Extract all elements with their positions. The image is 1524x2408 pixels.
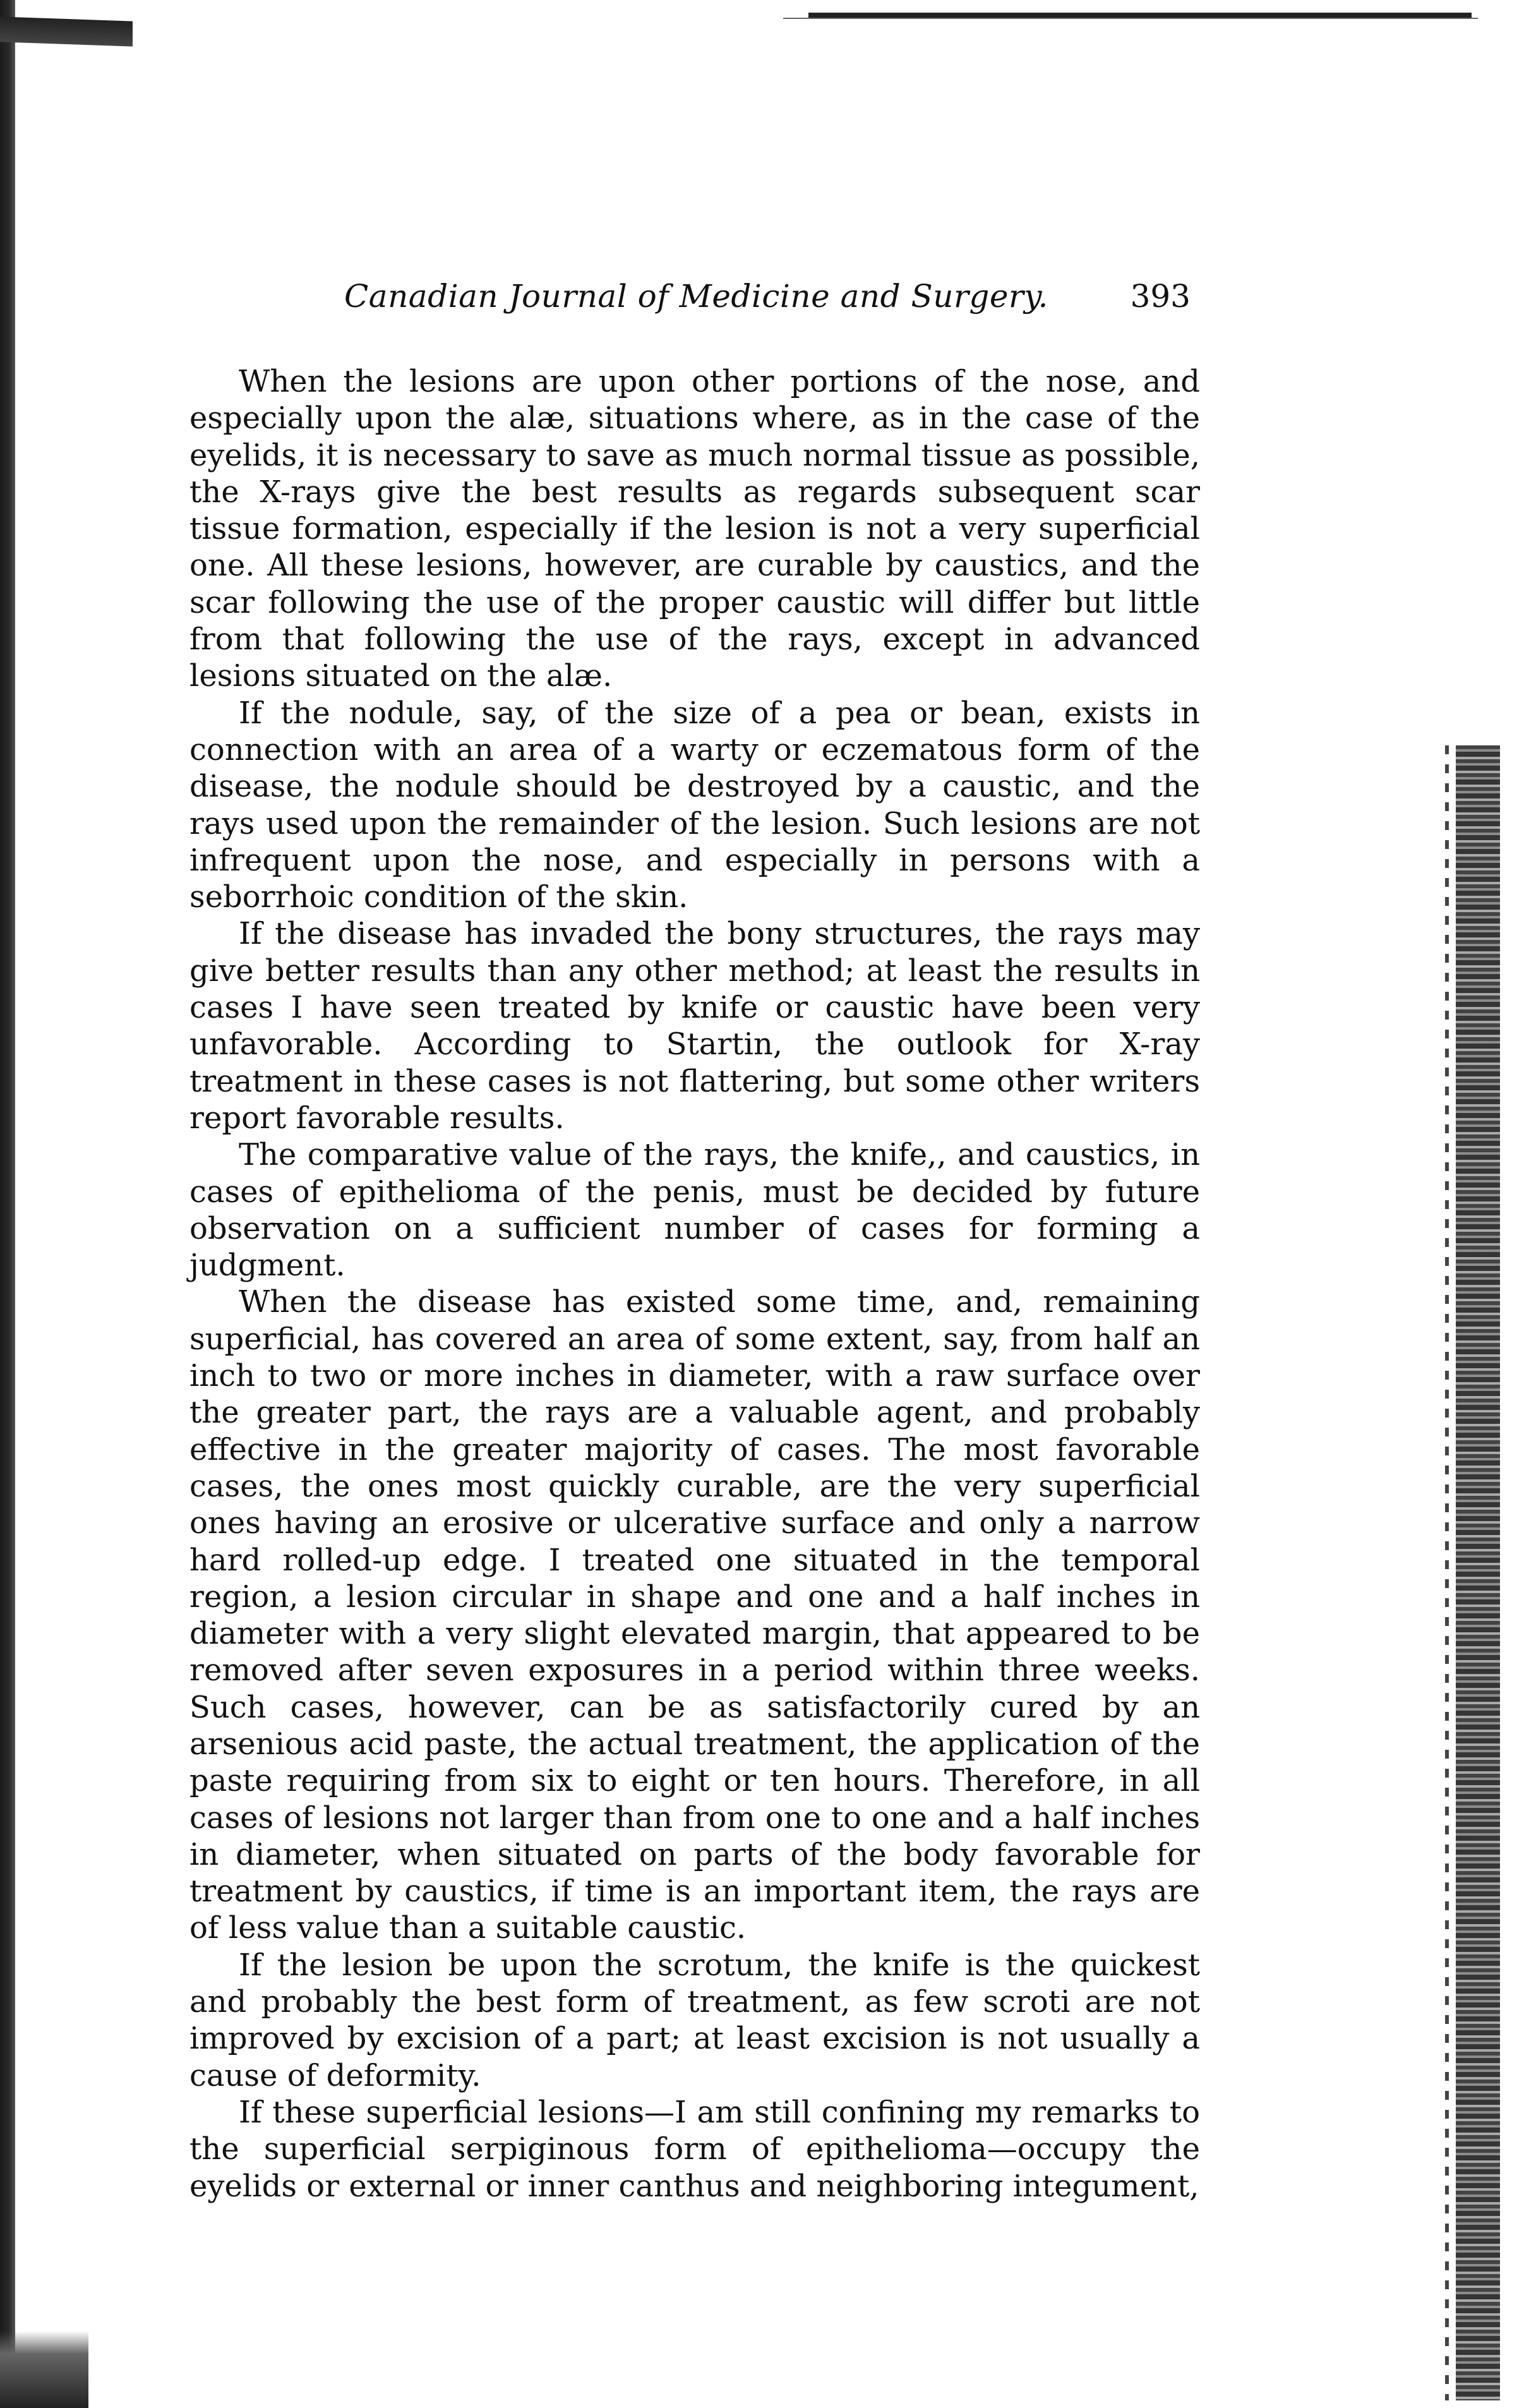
paragraph-2: If the nodule, say, of the size of a pea or bean, exists in connection with an area of a warty or eczematous form of the disease, the nodule should be destroyed by a caustic, and the rays used upon the remainder of the lesion. Such lesions are not infrequent upon the nose, and especially in persons with a seborrhoic condition of the skin. [189, 695, 1200, 915]
top-edge-thin-rule [783, 18, 1478, 19]
paragraph-1: When the lesions are upon other portions of the nose, and especially upon the alæ, situations where, as in the case of the eyelids, it is necessary to save as much normal tissue as possible, the X-rays give the best results as regards subsequent scar tissue formation, especially if the lesion is not a very superficial one. All these lesions, however, are curable by caustics, and the scar following the use of the proper caustic will differ but little from that following the use of the rays, except in advanced lesions situated on the alæ. [189, 364, 1200, 694]
paragraph-6: If the lesion be upon the scrotum, the knife is the quickest and probably the best form of treatment, as few scroti are not improved by excision of a part; at least excision is not usually a cause of deformity. [189, 1947, 1200, 2093]
right-edge-thin-texture [1445, 745, 1449, 2400]
binding-edge-bottom-mark [0, 2331, 88, 2408]
page-number: 393 [1130, 278, 1191, 315]
paragraph-4: The comparative value of the rays, the knife,, and caustics, in cases of epithelioma of the penis, must be decided by future observation on a sufficient number of cases for forming a judgment. [189, 1137, 1200, 1284]
paragraph-3: If the disease has invaded the bony structures, the rays may give better results than any other method; at least the results in cases I have seen treated by knife or caustic have been very unfavorable. According to Startin, the outlook for X-ray treatment in these cases is not flattering, but some other writers report favorable results. [189, 916, 1200, 1136]
body-text [189, 363, 1200, 2205]
page-header [344, 278, 1191, 328]
binding-edge-top-mark [0, 16, 133, 46]
right-edge-texture [1456, 745, 1500, 2400]
running-title: Canadian Journal of Medicine and Surgery. [344, 278, 1048, 315]
paragraph-5: When the disease has existed some time, and, remaining superficial, has covered an area of some extent, say, from half an inch to two or more inches in diameter, with a raw surface over the greater part, the rays are a valuable agent, and probably effective in the greater majority of cases. The most favorable cases, the ones most quickly curable, are the very superficial ones having an erosive or ulcerative surface and only a narrow hard rolled-up edge. I treated one situated in the temporal region, a lesion circular in shape and one and a half inches in diameter with a very slight elevated margin, that appeared to be removed after seven exposures in a period within three weeks. Such cases, however, can be as satisfactorily cured by an arsenious acid paste, the actual treatment, the application of the paste requiring from six to eight or ten hours. Therefore, in all cases of lesions not larger than from one to one and a half inches in diameter, when situated on parts of the body favorable for treatment by caustics, if time is an important item, the rays are of less value than a suitable caustic. [189, 1284, 1200, 1946]
paragraph-7: If these superficial lesions—I am still confining my remarks to the superficial serpiginous form of epithelioma—occupy the eyelids or external or inner canthus and neighboring integument, [189, 2094, 1200, 2204]
binding-edge-left [0, 0, 15, 2408]
